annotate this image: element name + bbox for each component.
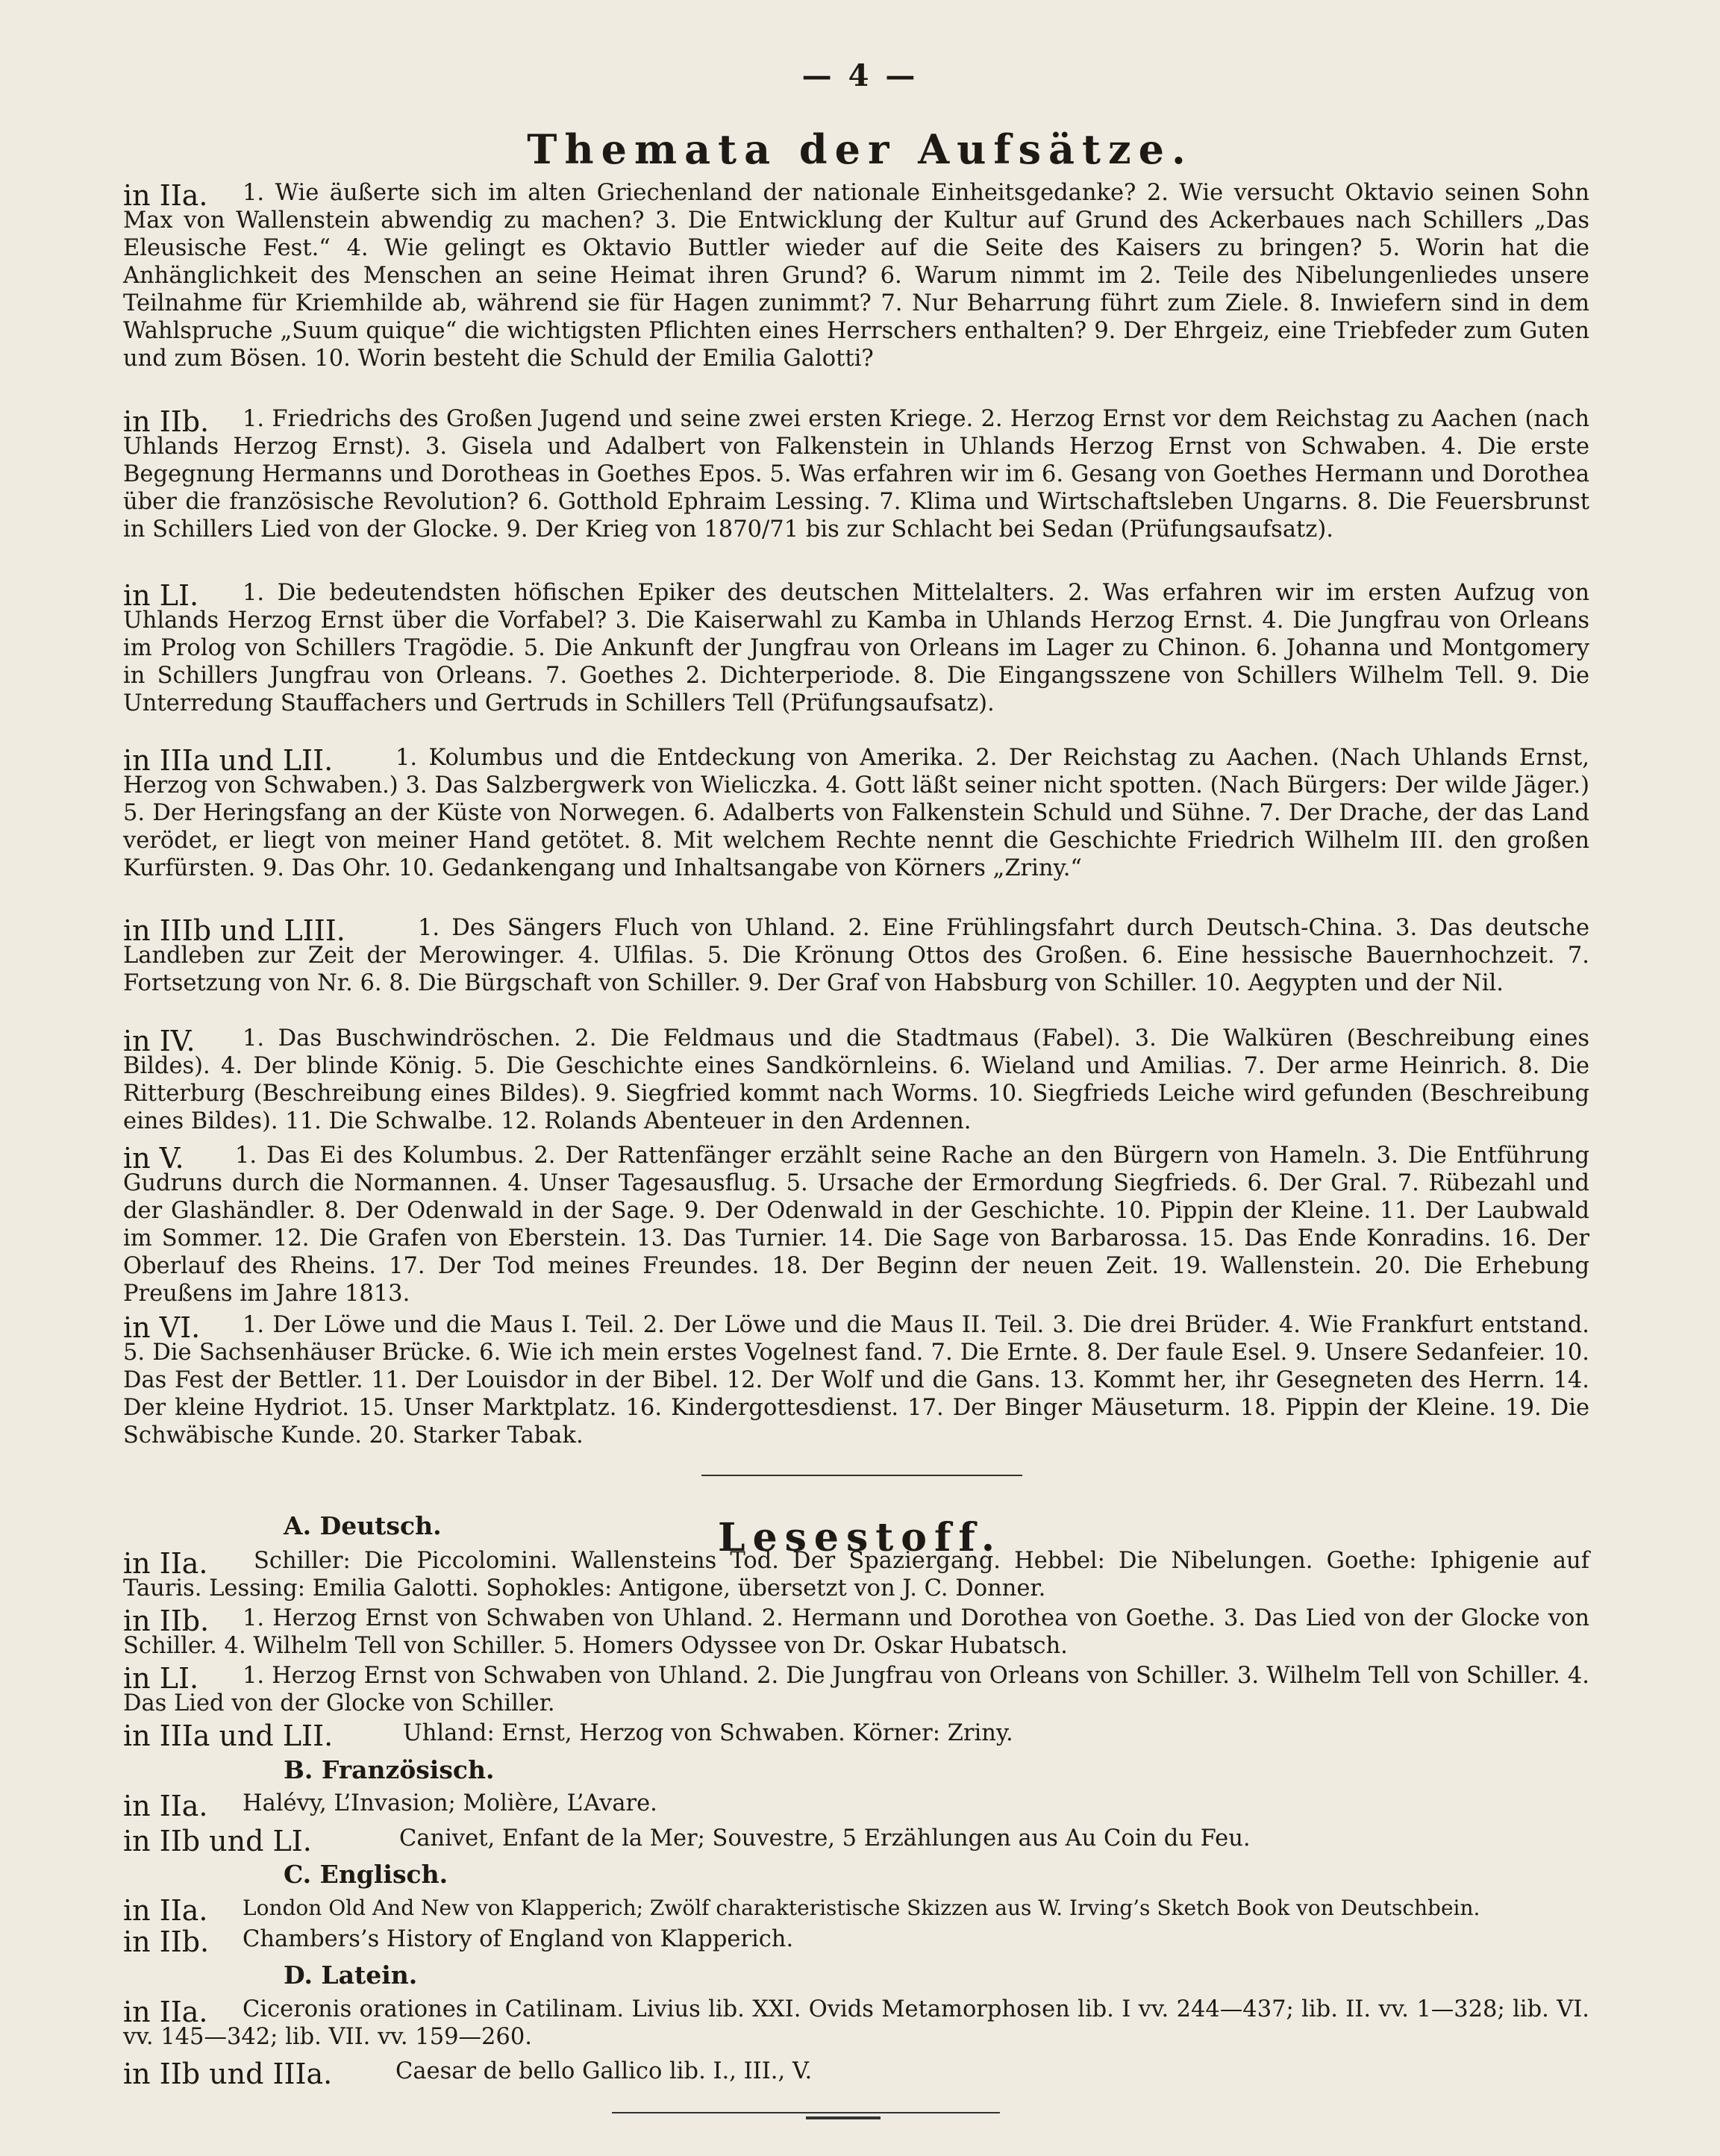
entry-text: Chambers’s History of England von Klapperich. [243, 1926, 794, 1952]
subsection-heading: A. Deutsch. [284, 1511, 442, 1540]
reading-entry [123, 1719, 1589, 1752]
reading-entry [123, 1925, 1589, 1958]
entry-text: 1. Das Ei des Kolumbus. 2. Der Rattenfänger erzählt seine Rache an den Bürgern von Hameln. 3. Die Entführung Gudruns durch die Normannen. 4. Unser Tagesausflug. 5. Ursache der Ermordung Siegfrieds. 6. Der Gral. 7. Rübezahl und der Glashändler. 8. Der Odenwald in der Sage. 9. Der Odenwald in der Geschichte. 10. Pippin der Kleine. 11. Der Laubwald im Sommer. 12. Die Grafen von Eberstein. 13. Das Turnier. 14. Die Sage von Barbarossa. 15. Das Ende Konradins. 16. Der Oberlauf des Rheins. 17. Der Tod meines Freundes. 18. Der Beginn der neuen Zeit. 19. Wallenstein. 20. Die Erhebung Preußens im Jahre 1813. [123, 1143, 1589, 1307]
entry-text: Schiller: Die Piccolomini. Wallensteins Tod. Der Spaziergang. Hebbel: Die Nibelungen. Goethe: Iphigenie auf Tauris. Lessing: Emilia Galotti. Sophokles: Antigone, übersetzt von J. C. Donner. [123, 1548, 1589, 1602]
subsection-heading: B. Französisch. [284, 1755, 495, 1784]
entry-text: 1. Des Sängers Fluch von Uhland. 2. Eine Frühlingsfahrt durch Deutsch-China. 3. Das deutsche Landleben zur Zeit der Merowinger. 4. Ulfilas. 5. Die Krönung Ottos des Großen. 6. Eine hessische Bauernhochzeit. 7. Fortsetzung von Nr. 6. 8. Die Bürgschaft von Schiller. 9. Der Graf von Habsburg von Schiller. 10. Aegypten und der Nil. [123, 915, 1589, 996]
grade-label: in IIa. [123, 1996, 208, 2028]
grade-label: in IIa. [123, 1790, 208, 1822]
section-divider [701, 1475, 1022, 1476]
grade-label: in IIa. [123, 1894, 208, 1927]
end-rule [612, 2112, 1000, 2113]
page-number: — 4 — [801, 58, 919, 93]
reading-entry [123, 1662, 1589, 1716]
entry-text: 1. Herzog Ernst von Schwaben von Uhland. 2. Hermann und Dorothea von Goethe. 3. Das Lied von der Glocke von Schiller. 4. Wilhelm Tell von Schiller. 5. Homers Odyssee von Dr. Oskar Hubatsch. [123, 1605, 1589, 1659]
section-title-lesestoff: Lesestoff. [718, 1515, 1002, 1560]
entry-text: Halévy, L’Invasion; Molière, L’Avare. [243, 1790, 657, 1816]
reading-entry [123, 1825, 1589, 1855]
grade-label: in IIIa und LII. [123, 1719, 334, 1752]
reading-entry [123, 1547, 1589, 1601]
grade-label: in IIa. [123, 1547, 208, 1580]
entry-text: 1. Der Löwe und die Maus I. Teil. 2. Der Löwe und die Maus II. Teil. 3. Die drei Brüder. 4. Wie Frankfurt entstand. 5. Die Sachsenhäuser Brücke. 6. Wie ich mein erstes Vogelnest fand. 7. Die Ernte. 8. Der faule Esel. 9. Unsere Sedanfeier. 10. Das Fest der Bettler. 11. Der Louisdor in der Bibel. 12. Der Wolf und die Gans. 13. Kommt her, ihr Gesegneten des Herrn. 14. Der kleine Hydriot. 15. Unser Marktplatz. 16. Kindergottesdienst. 17. Der Binger Mäuseturm. 18. Pippin der Kleine. 19. Die Schwäbische Kunde. 20. Starker Tabak. [123, 1312, 1589, 1449]
reading-entry [123, 2057, 1589, 2090]
grade-label: in IIb und IIIa. [123, 2057, 333, 2090]
essay-entry [123, 744, 1589, 912]
entry-text: Uhland: Ernst, Herzog von Schwaben. Körner: Zriny. [403, 1720, 1013, 1746]
grade-label: in LI. [123, 1662, 199, 1695]
reading-entry [123, 1604, 1589, 1658]
essay-entry [123, 405, 1589, 577]
essay-entry [123, 1311, 1589, 1475]
entry-text: London Old And New von Klapperich; Zwölf charakteristische Skizzen aus W. Irving’s Sketch Book von Deutschbein. [243, 1896, 1480, 1920]
subsection-heading: D. Latein. [284, 1960, 418, 1990]
grade-label: in IIIa und LII. [123, 744, 334, 777]
essay-entry [123, 179, 1589, 403]
grade-label: in LI. [123, 579, 199, 612]
entry-text: Caesar de bello Gallico lib. I., III., V. [395, 2058, 813, 2084]
essay-entry [123, 1025, 1589, 1140]
grade-label: in IIb. [123, 405, 210, 438]
grade-label: in IIb und LI. [123, 1825, 312, 1857]
grade-label: in VI. [123, 1311, 201, 1344]
essay-entry [123, 914, 1589, 1022]
essay-entry [123, 579, 1589, 740]
subsection-heading: C. Englisch. [284, 1860, 448, 1889]
entry-text: Ciceronis orationes in Catilinam. Livius lib. XXI. Ovids Metamorphosen lib. I vv. 244—437; lib. II. vv. 1—328; lib. VI. vv. 145—342; lib. VII. vv. 159—260. [123, 1996, 1589, 2050]
entry-text: 1. Wie äußerte sich im alten Griechenland der nationale Einheitsgedanke? 2. Wie versucht Oktavio seinen Sohn Max von Wallenstein abwendig zu machen? 3. Die Entwicklung der Kultur auf Grund des Ackerbaues nach Schillers „Das Eleusische Fest.“ 4. Wie gelingt es Oktavio Buttler wieder auf die Seite des Kaisers zu bringen? 5. Worin hat die Anhänglichkeit des Menschen an seine Heimat ihren Grund? 6. Warum nimmt im 2. Teile des Nibelungenliedes unsere Teilnahme für Kriemhilde ab, während sie für Hagen zunimmt? 7. Nur Beharrung führt zum Ziele. 8. Inwiefern sind in dem Wahlspruche „Suum quique“ die wichtigsten Pflichten eines Herrschers enthalten? 9. Der Ehrgeiz, eine Triebfeder zum Guten und zum Bösen. 10. Worin besteht die Schuld der Emilia Galotti? [123, 180, 1589, 372]
grade-label: in IIa. [123, 179, 208, 212]
end-rule-accent [806, 2116, 881, 2119]
entry-text: Canivet, Enfant de la Mer; Souvestre, 5 Erzählungen aus Au Coin du Feu. [399, 1825, 1251, 1852]
entry-text: 1. Herzog Ernst von Schwaben von Uhland. 2. Die Jungfrau von Orleans von Schiller. 3. Wilhelm Tell von Schiller. 4. Das Lied von der Glocke von Schiller. [123, 1663, 1589, 1716]
grade-label: in IIb. [123, 1925, 210, 1958]
grade-label: in V. [123, 1142, 184, 1175]
entry-text: 1. Kolumbus und die Entdeckung von Amerika. 2. Der Reichstag zu Aachen. (Nach Uhlands Ernst, Herzog von Schwaben.) 3. Das Salzbergwerk von Wieliczka. 4. Gott läßt seiner nicht spotten. (Nach Bürgers: Der wilde Jäger.) 5. Der Heringsfang an der Küste von Norwegen. 6. Adalberts von Falkenstein Schuld und Sühne. 7. Der Drache, der das Land verödet, er liegt von meiner Hand getötet. 8. Mit welchem Rechte nennt die Geschichte Friedrich Wilhelm III. den großen Kurfürsten. 9. Das Ohr. 10. Gedankengang und Inhaltsangabe von Körners „Zriny.“ [123, 745, 1589, 881]
reading-entry [123, 1996, 1589, 2055]
grade-label: in IIIb und LIII. [123, 914, 345, 947]
grade-label: in IIb. [123, 1604, 210, 1637]
reading-entry [123, 1894, 1589, 1927]
entry-text: 1. Friedrichs des Großen Jugend und seine zwei ersten Kriege. 2. Herzog Ernst vor dem Reichstag zu Aachen (nach Uhlands Herzog Ernst). 3. Gisela und Adalbert von Falkenstein in Uhlands Herzog Ernst von Schwaben. 4. Die erste Begegnung Hermanns und Dorotheas in Goethes Epos. 5. Was erfahren wir im 6. Gesang von Goethes Hermann und Dorothea über die französische Revolution? 6. Gotthold Ephraim Lessing. 7. Klima und Wirtschaftsleben Ungarns. 8. Die Feuersbrunst in Schillers Lied von der Glocke. 9. Der Krieg von 1870/71 bis zur Schlacht bei Sedan (Prüfungsaufsatz). [123, 406, 1589, 543]
entry-text: 1. Das Buschwindröschen. 2. Die Feldmaus und die Stadtmaus (Fabel). 3. Die Walküren (Beschreibung eines Bildes). 4. Der blinde König. 5. Die Geschichte eines Sandkörnleins. 6. Wieland und Amilias. 7. Der arme Heinrich. 8. Die Ritterburg (Beschreibung eines Bildes). 9. Siegfried kommt nach Worms. 10. Siegfrieds Leiche wird gefunden (Beschreibung eines Bildes). 11. Die Schwalbe. 12. Rolands Abenteuer in den Ardennen. [123, 1025, 1589, 1134]
entry-text: 1. Die bedeutendsten höfischen Epiker des deutschen Mittelalters. 2. Was erfahren wir im ersten Aufzug von Uhlands Herzog Ernst über die Vorfabel? 3. Die Kaiserwahl zu Kamba in Uhlands Herzog Ernst. 4. Die Jungfrau von Orleans im Prolog von Schillers Tragödie. 5. Die Ankunft der Jungfrau von Orleans im Lager zu Chinon. 6. Johanna und Montgomery in Schillers Jungfrau von Orleans. 7. Goethes 2. Dichterperiode. 8. Die Eingangsszene von Schillers Wilhelm Tell. 9. Die Unterredung Stauffachers und Gertruds in Schillers Tell (Prüfungsaufsatz). [123, 580, 1589, 716]
reading-entry [123, 1790, 1589, 1822]
grade-label: in IV. [123, 1025, 196, 1057]
section-title-themata: Themata der Aufsätze. [527, 125, 1193, 173]
essay-entry [123, 1142, 1589, 1310]
